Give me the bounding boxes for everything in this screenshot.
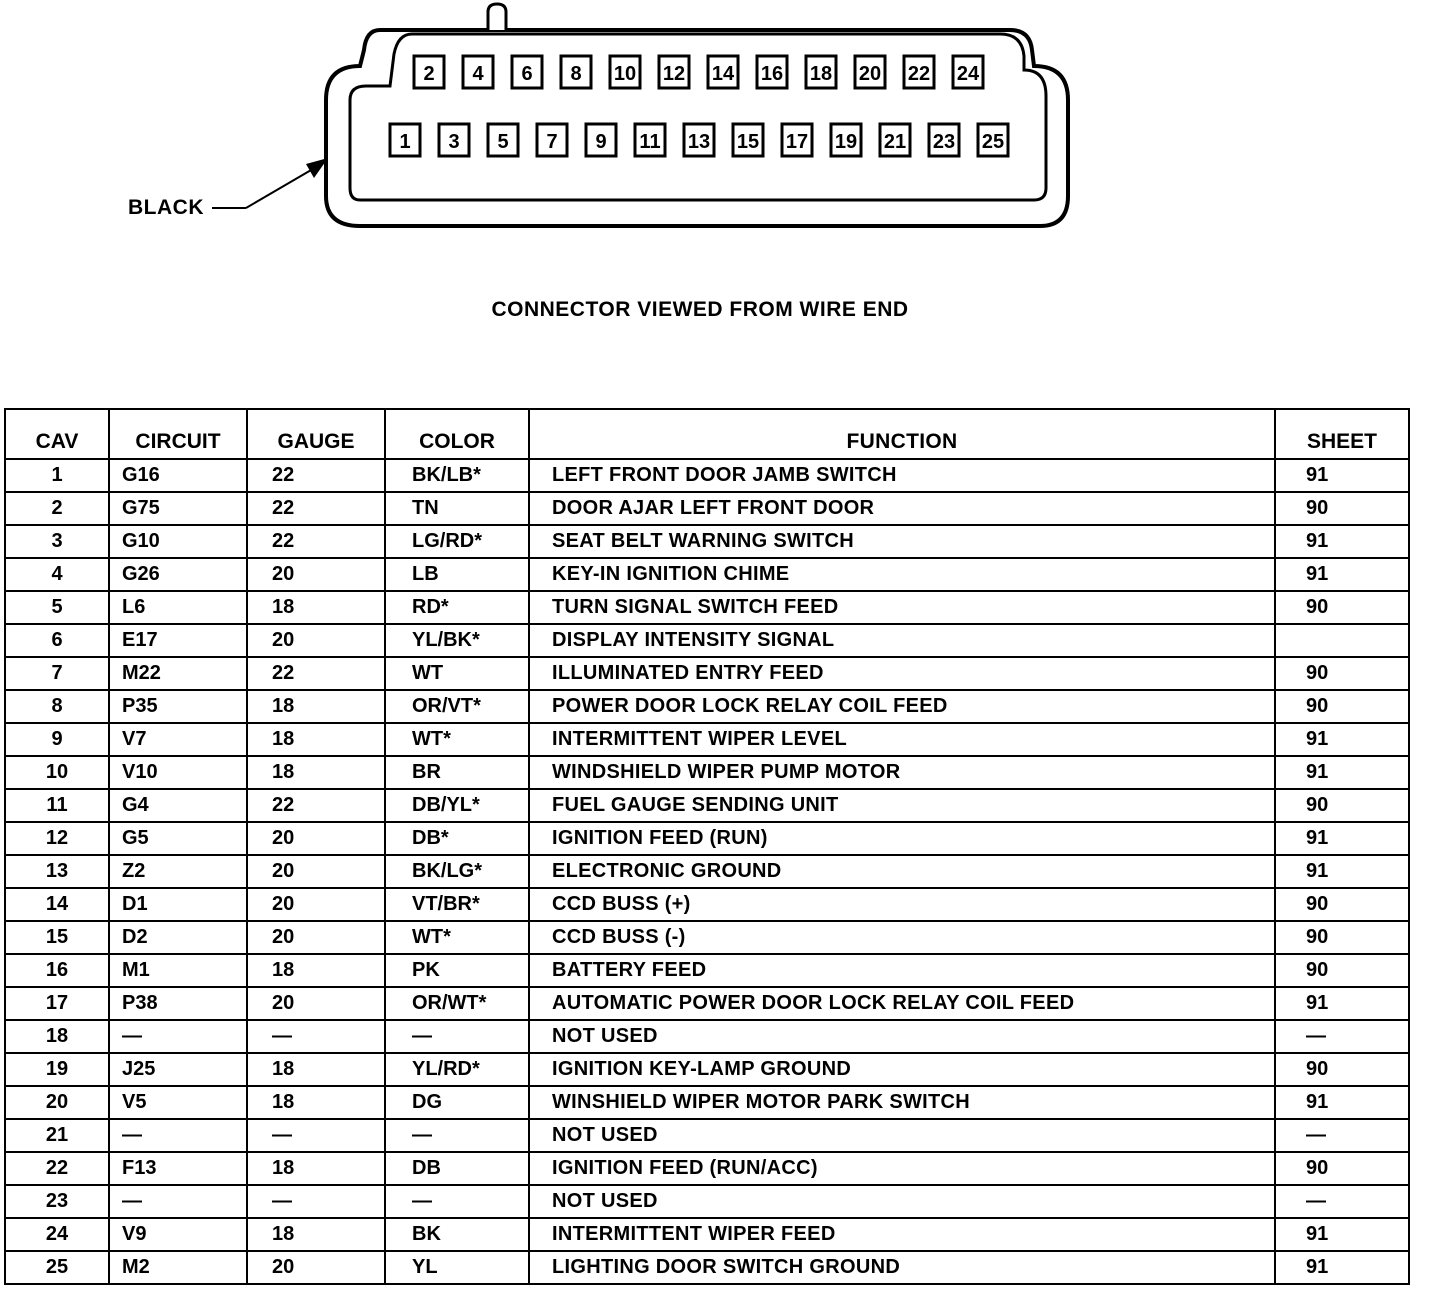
cell-gauge: 20 xyxy=(247,921,385,954)
cell-color: DG xyxy=(385,1086,529,1119)
cell-function: KEY-IN IGNITION CHIME xyxy=(529,558,1275,591)
cell-sheet: 90 xyxy=(1275,789,1409,822)
cell-circuit: G5 xyxy=(109,822,247,855)
pinout-table xyxy=(4,408,1410,1285)
cell-gauge: 20 xyxy=(247,624,385,657)
cell-sheet: 90 xyxy=(1275,1152,1409,1185)
cell-circuit: G75 xyxy=(109,492,247,525)
cell-cav: 3 xyxy=(5,525,109,558)
cell-function: POWER DOOR LOCK RELAY COIL FEED xyxy=(529,690,1275,723)
cell-cav: 22 xyxy=(5,1152,109,1185)
pins-bottom-row xyxy=(390,124,1008,156)
cell-cav: 10 xyxy=(5,756,109,789)
cell-color: BK/LB* xyxy=(385,459,529,492)
pin-number: 20 xyxy=(858,63,882,85)
cell-gauge: 20 xyxy=(247,822,385,855)
pin-number: 11 xyxy=(639,131,661,153)
pin-number: 12 xyxy=(662,63,686,85)
cell-cav: 7 xyxy=(5,657,109,690)
table-row xyxy=(5,1053,1409,1086)
cell-sheet: 91 xyxy=(1275,1086,1409,1119)
cell-gauge: 20 xyxy=(247,888,385,921)
pin-number: 18 xyxy=(809,63,833,85)
cell-color: TN xyxy=(385,492,529,525)
cell-gauge: — xyxy=(247,1185,385,1218)
cell-gauge: 18 xyxy=(247,756,385,789)
table-row xyxy=(5,525,1409,558)
cell-gauge: 18 xyxy=(247,1053,385,1086)
cell-gauge: 18 xyxy=(247,690,385,723)
cell-function: BATTERY FEED xyxy=(529,954,1275,987)
table-header-row xyxy=(5,409,1409,459)
cell-circuit: D1 xyxy=(109,888,247,921)
cell-gauge: 18 xyxy=(247,591,385,624)
pin-number: 7 xyxy=(546,131,558,153)
cell-color: DB/YL* xyxy=(385,789,529,822)
cell-gauge: 18 xyxy=(247,1152,385,1185)
cell-color: BK/LG* xyxy=(385,855,529,888)
table-row xyxy=(5,1251,1409,1284)
cell-gauge: 20 xyxy=(247,1251,385,1284)
cell-color: YL/BK* xyxy=(385,624,529,657)
pin-number: 16 xyxy=(760,63,784,85)
cell-cav: 11 xyxy=(5,789,109,822)
cell-gauge: 20 xyxy=(247,558,385,591)
cell-circuit: M2 xyxy=(109,1251,247,1284)
cell-color: OR/WT* xyxy=(385,987,529,1020)
cell-function: CCD BUSS (-) xyxy=(529,921,1275,954)
cell-function: AUTOMATIC POWER DOOR LOCK RELAY COIL FEED xyxy=(529,987,1275,1020)
pin-number: 1 xyxy=(399,131,411,153)
table-row xyxy=(5,954,1409,987)
pin-number: 4 xyxy=(472,63,484,85)
pin-number: 14 xyxy=(711,63,735,85)
cell-sheet: 91 xyxy=(1275,723,1409,756)
cell-circuit: G26 xyxy=(109,558,247,591)
cell-color: — xyxy=(385,1119,529,1152)
header-function: FUNCTION xyxy=(529,409,1275,459)
cell-gauge: 22 xyxy=(247,492,385,525)
cell-cav: 15 xyxy=(5,921,109,954)
pins-top-row xyxy=(414,56,983,88)
table-row xyxy=(5,888,1409,921)
cell-color: VT/BR* xyxy=(385,888,529,921)
cell-function: LIGHTING DOOR SWITCH GROUND xyxy=(529,1251,1275,1284)
cell-sheet: 90 xyxy=(1275,690,1409,723)
header-cav: CAV xyxy=(5,409,109,459)
cell-cav: 14 xyxy=(5,888,109,921)
cell-circuit: E17 xyxy=(109,624,247,657)
cell-color: WT* xyxy=(385,723,529,756)
pin-number: 22 xyxy=(907,63,931,85)
cell-sheet: 91 xyxy=(1275,987,1409,1020)
table-row xyxy=(5,1086,1409,1119)
cell-color: OR/VT* xyxy=(385,690,529,723)
cell-function: ILLUMINATED ENTRY FEED xyxy=(529,657,1275,690)
cell-cav: 5 xyxy=(5,591,109,624)
cell-color: — xyxy=(385,1185,529,1218)
table-row xyxy=(5,855,1409,888)
table-row xyxy=(5,690,1409,723)
cell-gauge: 22 xyxy=(247,525,385,558)
cell-gauge: 22 xyxy=(247,459,385,492)
cell-circuit: G16 xyxy=(109,459,247,492)
cell-gauge: 18 xyxy=(247,1086,385,1119)
cell-circuit: V10 xyxy=(109,756,247,789)
cell-gauge: 20 xyxy=(247,855,385,888)
cell-cav: 19 xyxy=(5,1053,109,1086)
cell-circuit: — xyxy=(109,1119,247,1152)
cell-color: WT xyxy=(385,657,529,690)
cell-cav: 8 xyxy=(5,690,109,723)
cell-sheet: 91 xyxy=(1275,459,1409,492)
cell-function: WINSHIELD WIPER MOTOR PARK SWITCH xyxy=(529,1086,1275,1119)
cell-sheet: — xyxy=(1275,1119,1409,1152)
pin-number: 10 xyxy=(613,63,637,85)
connector-outline xyxy=(0,0,1440,300)
cell-sheet: 91 xyxy=(1275,1218,1409,1251)
callout-label: BLACK xyxy=(128,196,204,219)
cell-function: NOT USED xyxy=(529,1020,1275,1053)
cell-color: WT* xyxy=(385,921,529,954)
cell-gauge: 18 xyxy=(247,1218,385,1251)
table-row xyxy=(5,1152,1409,1185)
cell-gauge: 18 xyxy=(247,723,385,756)
cell-sheet: — xyxy=(1275,1185,1409,1218)
cell-cav: 1 xyxy=(5,459,109,492)
cell-circuit: V5 xyxy=(109,1086,247,1119)
cell-cav: 21 xyxy=(5,1119,109,1152)
cell-gauge: — xyxy=(247,1119,385,1152)
latch-nub xyxy=(488,4,506,30)
cell-circuit: L6 xyxy=(109,591,247,624)
cell-color: DB* xyxy=(385,822,529,855)
cell-color: YL/RD* xyxy=(385,1053,529,1086)
cell-circuit: G10 xyxy=(109,525,247,558)
cell-sheet: 90 xyxy=(1275,954,1409,987)
cell-cav: 23 xyxy=(5,1185,109,1218)
cell-sheet: 90 xyxy=(1275,657,1409,690)
cell-sheet: 90 xyxy=(1275,591,1409,624)
cell-function: INTERMITTENT WIPER FEED xyxy=(529,1218,1275,1251)
header-sheet: SHEET xyxy=(1275,409,1409,459)
table-row xyxy=(5,756,1409,789)
table-row xyxy=(5,558,1409,591)
pin-number: 19 xyxy=(834,131,858,153)
pin-number: 3 xyxy=(448,131,460,153)
cell-cav: 18 xyxy=(5,1020,109,1053)
header-gauge: GAUGE xyxy=(247,409,385,459)
cell-function: DOOR AJAR LEFT FRONT DOOR xyxy=(529,492,1275,525)
cell-circuit: — xyxy=(109,1185,247,1218)
cell-color: RD* xyxy=(385,591,529,624)
cell-function: DISPLAY INTENSITY SIGNAL xyxy=(529,624,1275,657)
connector-inner-wall xyxy=(350,34,1046,200)
table-row xyxy=(5,492,1409,525)
cell-circuit: Z2 xyxy=(109,855,247,888)
header-color: COLOR xyxy=(385,409,529,459)
cell-function: LEFT FRONT DOOR JAMB SWITCH xyxy=(529,459,1275,492)
cell-sheet: — xyxy=(1275,1020,1409,1053)
cell-cav: 17 xyxy=(5,987,109,1020)
cell-cav: 2 xyxy=(5,492,109,525)
table-body xyxy=(5,459,1409,1284)
pin-number: 2 xyxy=(423,63,435,85)
table-row xyxy=(5,723,1409,756)
cell-color: BK xyxy=(385,1218,529,1251)
cell-color: LB xyxy=(385,558,529,591)
table-row xyxy=(5,459,1409,492)
pin-number: 6 xyxy=(521,63,533,85)
pin-number: 9 xyxy=(595,131,607,153)
table-row xyxy=(5,591,1409,624)
cell-sheet: 91 xyxy=(1275,822,1409,855)
pinout-table-container xyxy=(4,408,1408,1285)
cell-gauge: 18 xyxy=(247,954,385,987)
cell-circuit: D2 xyxy=(109,921,247,954)
cell-function: IGNITION FEED (RUN/ACC) xyxy=(529,1152,1275,1185)
cell-color: BR xyxy=(385,756,529,789)
header-circuit: CIRCUIT xyxy=(109,409,247,459)
table-row xyxy=(5,1119,1409,1152)
table-row xyxy=(5,822,1409,855)
cell-function: WINDSHIELD WIPER PUMP MOTOR xyxy=(529,756,1275,789)
cell-cav: 13 xyxy=(5,855,109,888)
cell-sheet: 91 xyxy=(1275,558,1409,591)
cell-function: SEAT BELT WARNING SWITCH xyxy=(529,525,1275,558)
pin-number: 15 xyxy=(736,131,760,153)
cell-cav: 24 xyxy=(5,1218,109,1251)
cell-function: IGNITION FEED (RUN) xyxy=(529,822,1275,855)
cell-circuit: P38 xyxy=(109,987,247,1020)
cell-color: — xyxy=(385,1020,529,1053)
cell-function: NOT USED xyxy=(529,1185,1275,1218)
cell-function: ELECTRONIC GROUND xyxy=(529,855,1275,888)
cell-sheet: 91 xyxy=(1275,1251,1409,1284)
cell-sheet: 90 xyxy=(1275,921,1409,954)
cell-function: IGNITION KEY-LAMP GROUND xyxy=(529,1053,1275,1086)
cell-circuit: — xyxy=(109,1020,247,1053)
table-row xyxy=(5,987,1409,1020)
cell-color: YL xyxy=(385,1251,529,1284)
pin-number: 5 xyxy=(497,131,509,153)
cell-circuit: F13 xyxy=(109,1152,247,1185)
cell-sheet: 91 xyxy=(1275,756,1409,789)
cell-sheet: 91 xyxy=(1275,855,1409,888)
cell-function: INTERMITTENT WIPER LEVEL xyxy=(529,723,1275,756)
cell-circuit: V7 xyxy=(109,723,247,756)
pin-number: 24 xyxy=(956,63,980,85)
cell-circuit: G4 xyxy=(109,789,247,822)
cell-cav: 12 xyxy=(5,822,109,855)
table-row xyxy=(5,1185,1409,1218)
pin-number: 8 xyxy=(570,63,582,85)
table-row xyxy=(5,921,1409,954)
pin-number: 23 xyxy=(932,131,956,153)
cell-cav: 6 xyxy=(5,624,109,657)
cell-function: NOT USED xyxy=(529,1119,1275,1152)
cell-gauge: 22 xyxy=(247,657,385,690)
pin-number: 17 xyxy=(785,131,809,153)
connector-diagram xyxy=(0,0,1440,400)
cell-sheet: 91 xyxy=(1275,525,1409,558)
pin-number: 25 xyxy=(981,131,1005,153)
cell-circuit: M1 xyxy=(109,954,247,987)
cell-cav: 4 xyxy=(5,558,109,591)
cell-sheet: 90 xyxy=(1275,1053,1409,1086)
cell-sheet xyxy=(1275,624,1409,657)
cell-cav: 16 xyxy=(5,954,109,987)
cell-color: PK xyxy=(385,954,529,987)
table-row xyxy=(5,657,1409,690)
cell-color: LG/RD* xyxy=(385,525,529,558)
callout-arrow-line xyxy=(246,166,318,208)
cell-gauge: 22 xyxy=(247,789,385,822)
cell-circuit: P35 xyxy=(109,690,247,723)
cell-sheet: 90 xyxy=(1275,888,1409,921)
pin-number: 13 xyxy=(687,131,711,153)
cell-function: CCD BUSS (+) xyxy=(529,888,1275,921)
cell-circuit: M22 xyxy=(109,657,247,690)
cell-cav: 9 xyxy=(5,723,109,756)
cell-cav: 25 xyxy=(5,1251,109,1284)
table-row xyxy=(5,1218,1409,1251)
cell-circuit: J25 xyxy=(109,1053,247,1086)
table-row xyxy=(5,789,1409,822)
cell-circuit: V9 xyxy=(109,1218,247,1251)
cell-color: DB xyxy=(385,1152,529,1185)
cell-gauge: 20 xyxy=(247,987,385,1020)
cell-function: FUEL GAUGE SENDING UNIT xyxy=(529,789,1275,822)
cell-cav: 20 xyxy=(5,1086,109,1119)
table-row xyxy=(5,1020,1409,1053)
table-row xyxy=(5,624,1409,657)
cell-sheet: 90 xyxy=(1275,492,1409,525)
pin-number: 21 xyxy=(883,131,907,153)
cell-gauge: — xyxy=(247,1020,385,1053)
diagram-caption: CONNECTOR VIEWED FROM WIRE END xyxy=(491,298,909,321)
cell-function: TURN SIGNAL SWITCH FEED xyxy=(529,591,1275,624)
